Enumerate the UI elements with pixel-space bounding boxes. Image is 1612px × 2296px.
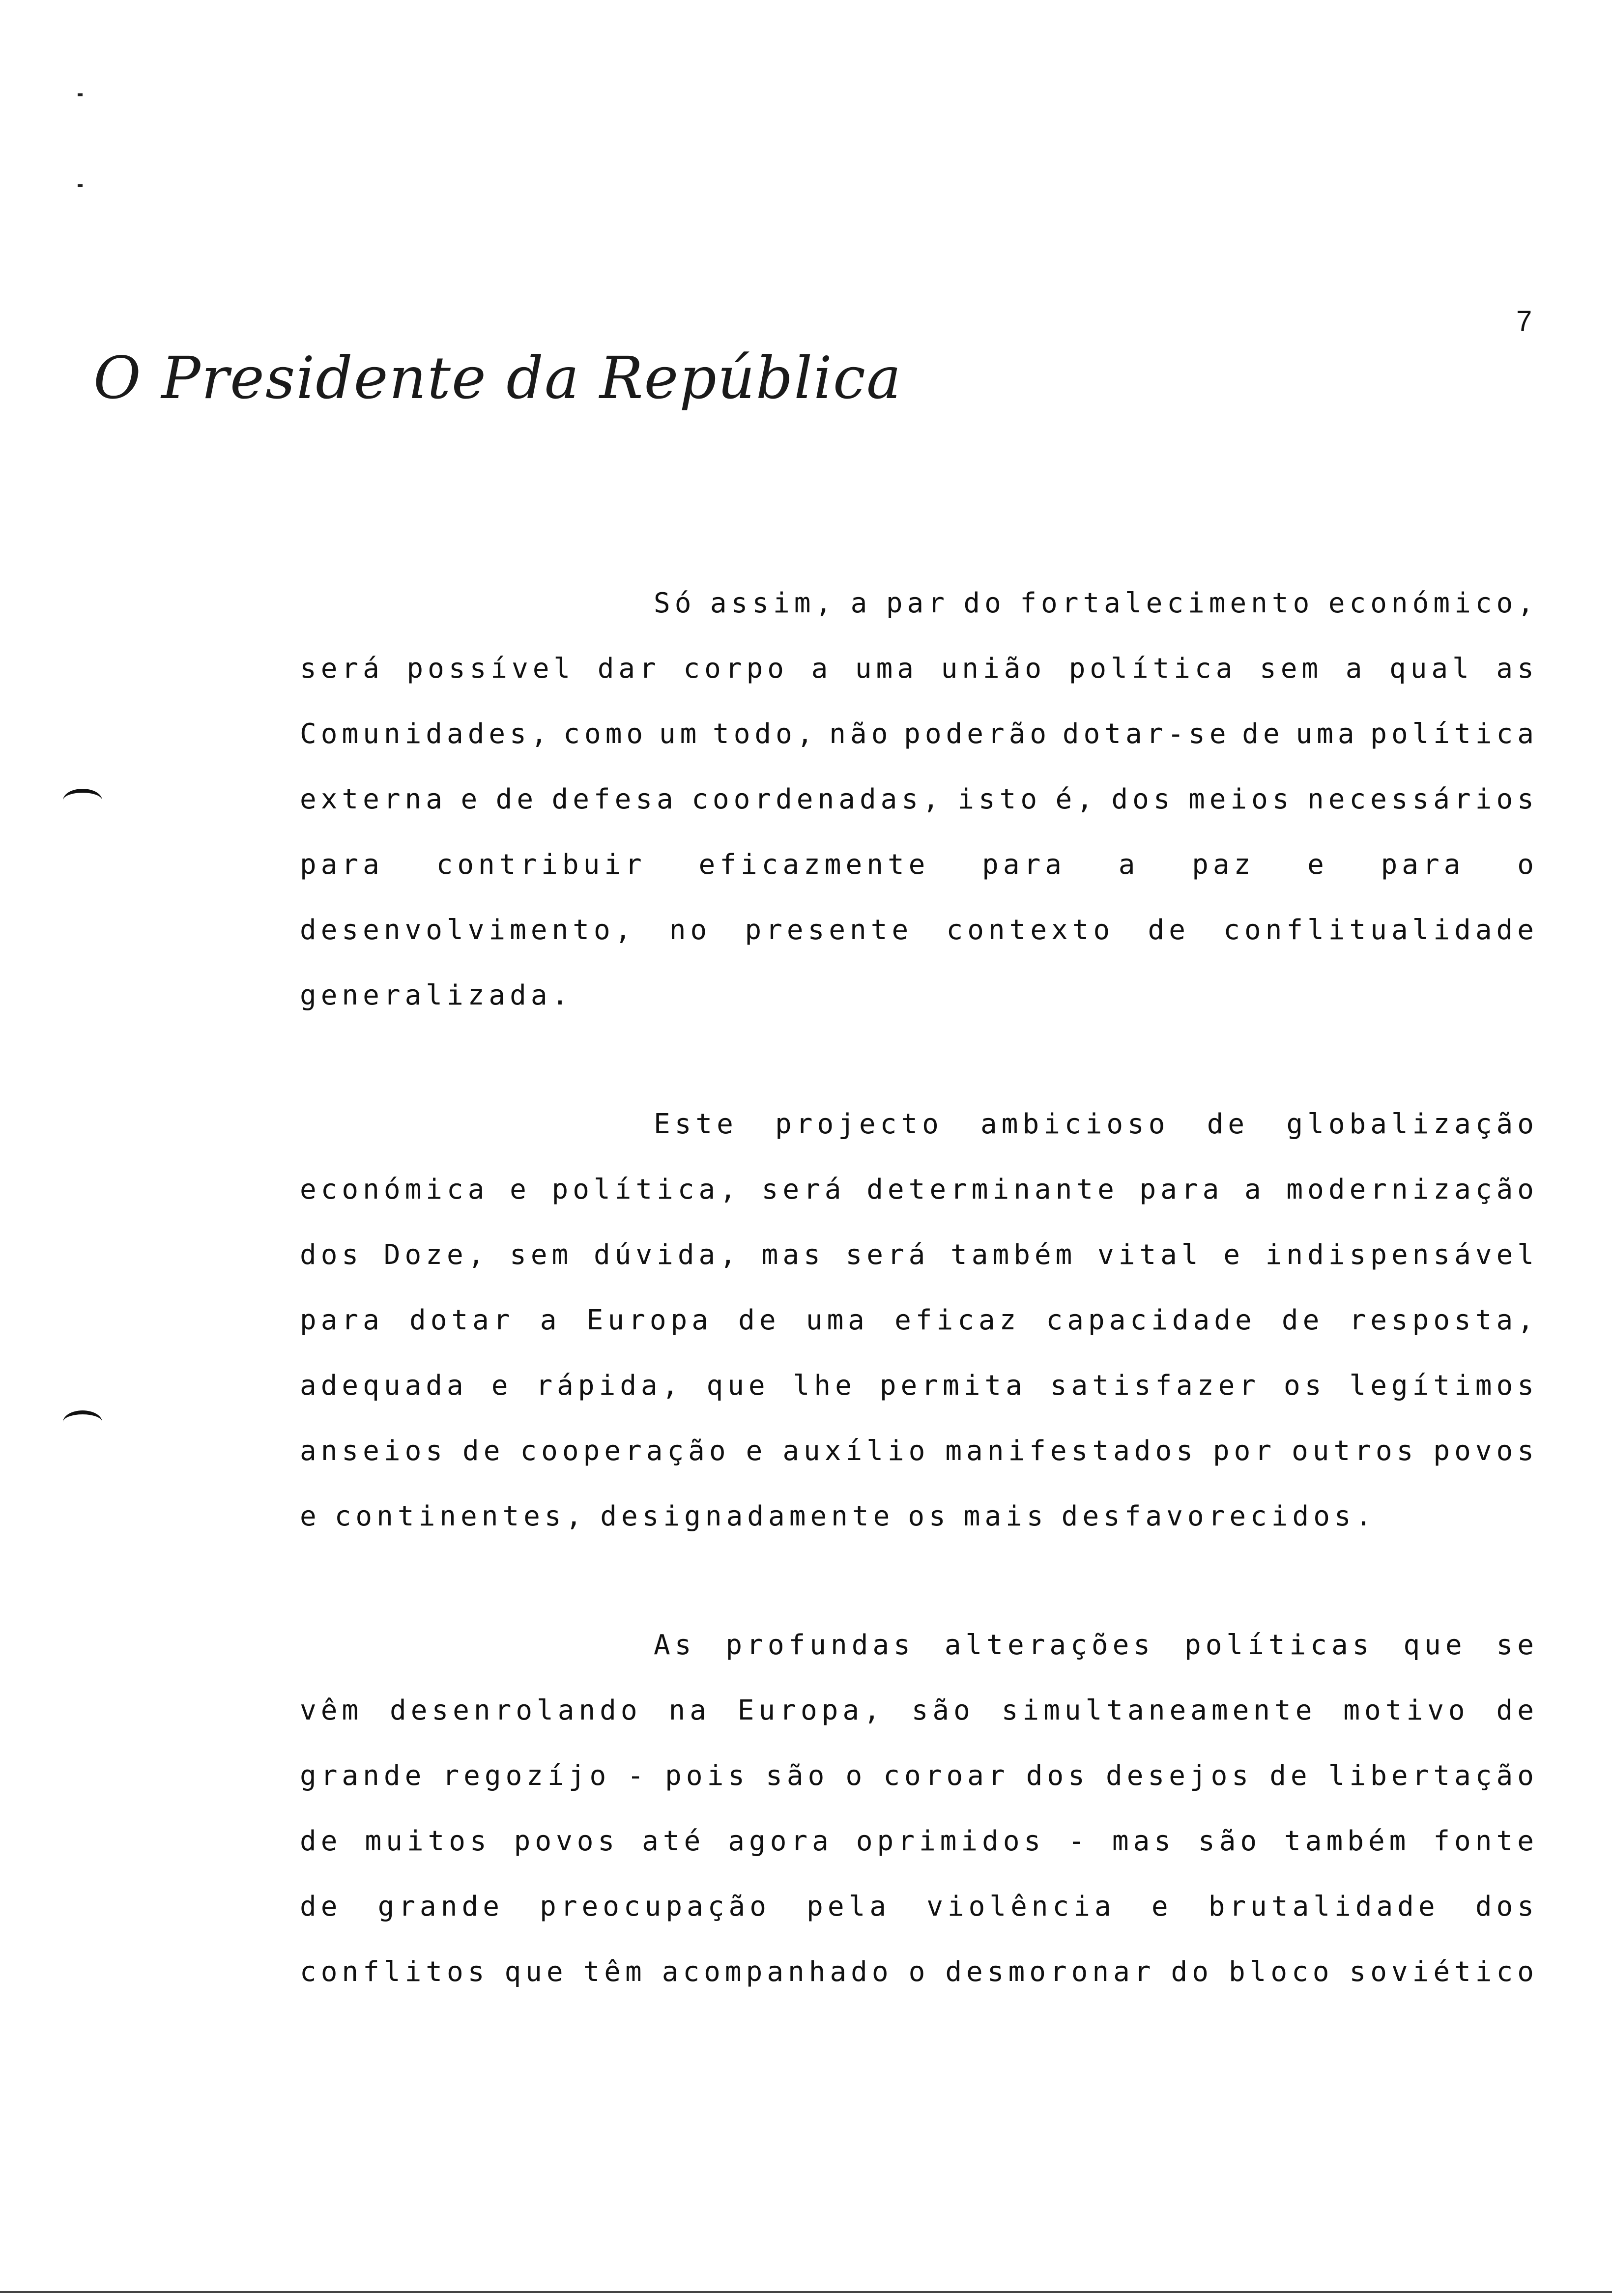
- scan-speck: [78, 184, 83, 187]
- text-line: Comunidades, como um todo, não poderão dotar-se de uma política: [300, 718, 1538, 750]
- text-line: de muitos povos até agora oprimidos - mas são também fonte: [300, 1825, 1538, 1857]
- letterhead-title: O Presidente da República: [93, 344, 902, 412]
- text-line: Este projecto ambicioso de globalização: [654, 1108, 1538, 1140]
- text-line: vêm desenrolando na Europa, são simultaneamente motivo de: [300, 1694, 1538, 1726]
- paragraph-1: [300, 587, 1538, 1045]
- text-line: Só assim, a par do fortalecimento económico,: [654, 587, 1538, 619]
- text-line: desenvolvimento, no presente contexto de conflitualidade: [300, 914, 1538, 946]
- text-line: As profundas alterações políticas que se: [654, 1629, 1538, 1661]
- text-line: económica e política, será determinante para a modernização: [300, 1174, 1538, 1205]
- text-line: anseios de cooperação e auxílio manifestados por outros povos: [300, 1435, 1538, 1467]
- scan-speck: [78, 93, 83, 96]
- text-line: externa e de defesa coordenadas, isto é, dos meios necessários: [300, 783, 1538, 815]
- paragraph-3: [300, 1629, 1538, 2021]
- text-line: conflitos que têm acompanhado o desmoronar do bloco soviético: [300, 1956, 1538, 1988]
- text-line: e continentes, designadamente os mais desfavorecidos.: [300, 1500, 1377, 1532]
- margin-hole-mark: [63, 789, 102, 812]
- page-number: 7: [1516, 305, 1532, 337]
- text-line: de grande preocupação pela violência e brutalidade dos: [300, 1891, 1538, 1923]
- text-line: para contribuir eficazmente para a paz e para o: [300, 849, 1538, 881]
- text-line: generalizada.: [300, 979, 573, 1011]
- text-line: dos Doze, sem dúvida, mas será também vital e indispensável: [300, 1239, 1538, 1271]
- text-line: grande regozíjo - pois são o coroar dos desejos de libertação: [300, 1760, 1538, 1792]
- text-line: para dotar a Europa de uma eficaz capacidade de resposta,: [300, 1304, 1538, 1336]
- text-line: será possível dar corpo a uma união política sem a qual as: [300, 653, 1538, 685]
- page-bottom-edge: [0, 2291, 1612, 2293]
- text-line: adequada e rápida, que lhe permita satisfazer os legítimos: [300, 1370, 1538, 1402]
- paragraph-2: [300, 1108, 1538, 1566]
- margin-hole-mark: [63, 1410, 102, 1434]
